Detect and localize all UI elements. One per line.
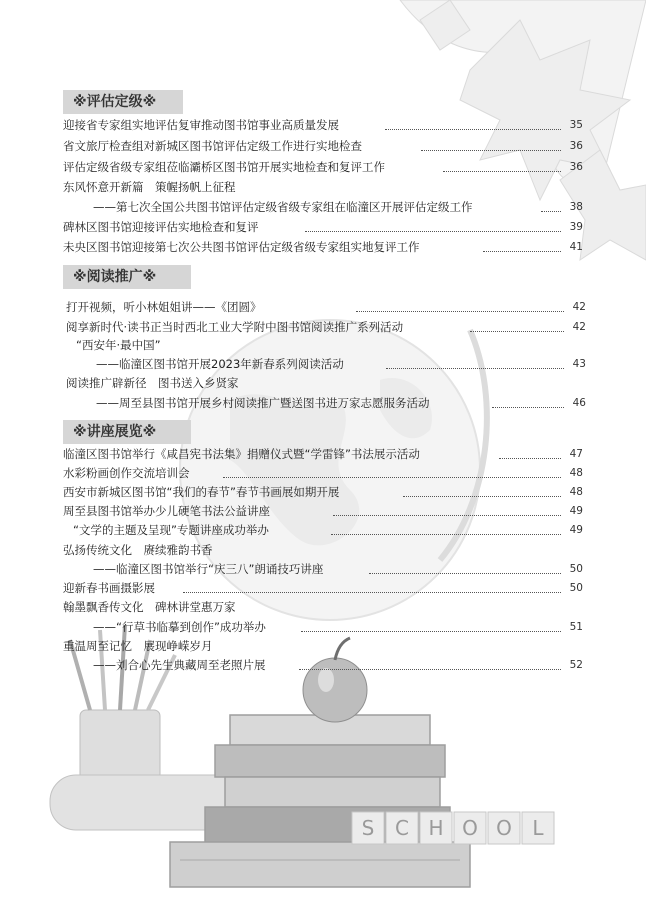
toc-entry-page: 48	[569, 486, 583, 498]
section-heading-reading-promotion: ※阅读推广※	[63, 265, 191, 289]
toc-entry-page: 51	[569, 621, 583, 633]
toc-entry-title: 弘扬传统文化 赓续雅韵书香	[63, 543, 213, 557]
toc-entry[interactable]	[63, 198, 583, 216]
leader-dots	[470, 318, 564, 332]
leader-dots	[333, 502, 561, 516]
toc-entry-title: 迎接省专家组实地评估复审推动图书馆事业高质量发展	[63, 118, 339, 132]
toc-entry[interactable]	[66, 298, 586, 316]
toc-entry-title: 周至县图书馆举办少儿硬笔书法公益讲座	[63, 504, 270, 518]
toc-entry[interactable]	[63, 238, 583, 256]
leader-dots	[223, 464, 561, 478]
toc-entry-title: 未央区图书馆迎接第七次公共图书馆评估定级省级专家组实地复评工作	[63, 240, 420, 254]
toc-entry[interactable]	[63, 560, 583, 578]
toc-entry-page: 48	[569, 467, 583, 479]
toc-entry-title: ——“行草书临摹到创作”成功举办	[93, 620, 266, 634]
toc-entry[interactable]	[63, 618, 583, 636]
toc-entry-page: 50	[569, 582, 583, 594]
toc-entry[interactable]	[66, 336, 586, 354]
section-heading-evaluation: ※评估定级※	[63, 90, 183, 114]
toc-entry-page: 50	[569, 563, 583, 575]
toc-entry-title: “文学的主题及呈现”专题讲座成功举办	[73, 523, 269, 537]
toc-entry-title: 阅享新时代·读书正当时西北工业大学附中图书馆阅读推广系列活动	[66, 320, 404, 334]
toc-entry[interactable]	[63, 116, 583, 134]
leader-dots	[386, 355, 564, 369]
toc-entry[interactable]	[63, 502, 583, 520]
toc-entry-page: 47	[569, 448, 583, 460]
toc-entry[interactable]	[63, 483, 583, 501]
toc-entry[interactable]	[63, 178, 583, 196]
block-letter: C	[395, 816, 409, 840]
toc-entry-title: 评估定级省级专家组莅临灞桥区图书馆开展实地检查和复评工作	[63, 160, 385, 174]
leader-dots	[492, 394, 564, 408]
toc-entry-title: 重温周至记忆 展现峥嵘岁月	[63, 639, 213, 653]
toc-entry[interactable]	[66, 318, 586, 336]
leader-dots	[301, 618, 561, 632]
leader-dots	[483, 238, 561, 252]
leader-dots	[443, 158, 561, 172]
leader-dots	[385, 116, 561, 130]
toc-entry-page: 38	[569, 201, 583, 213]
toc-entry-page: 43	[572, 358, 586, 370]
toc-entry-title: ——临潼区图书馆开展2023年新春系列阅读活动	[96, 357, 344, 371]
leader-dots	[356, 298, 564, 312]
leader-dots	[183, 579, 561, 593]
toc-entry-title: 临潼区图书馆举行《咸昌宪书法集》捐赠仪式暨“学雷锋”书法展示活动	[63, 447, 420, 461]
leader-dots	[369, 560, 561, 574]
toc-entry[interactable]	[63, 541, 583, 559]
toc-entry[interactable]	[66, 374, 586, 392]
block-letter: S	[361, 816, 375, 840]
toc-entry[interactable]	[63, 637, 583, 655]
leader-dots	[541, 198, 561, 212]
toc-entry-title: 水彩粉画创作交流培训会	[63, 466, 190, 480]
toc-entry[interactable]	[66, 394, 586, 412]
block-letter: O	[496, 816, 512, 840]
toc-entry-page: 49	[569, 505, 583, 517]
toc-entry[interactable]	[63, 445, 583, 463]
toc-entry-page: 36	[569, 161, 583, 173]
leader-dots	[299, 656, 561, 670]
toc-entry[interactable]	[63, 656, 583, 674]
toc-entry-title: 省文旅厅检查组对新城区图书馆评估定级工作进行实地检查	[63, 139, 362, 153]
toc-entry[interactable]	[63, 464, 583, 482]
leader-dots	[331, 521, 561, 535]
section-heading-lectures-exhibitions: ※讲座展览※	[63, 420, 191, 444]
leader-dots	[403, 483, 561, 497]
toc-entry-title: 阅读推广辟新径 图书送入乡贤家	[66, 376, 239, 390]
leader-dots	[499, 445, 561, 459]
toc-entry-title: 碑林区图书馆迎接评估实地检查和复评	[63, 220, 259, 234]
toc-entry-title: 西安市新城区图书馆“我们的春节”春节书画展如期开展	[63, 485, 340, 499]
toc-entry-page: 46	[572, 397, 586, 409]
toc-entry-page: 42	[572, 321, 586, 333]
toc-entry-page: 36	[569, 140, 583, 152]
toc-entry-page: 49	[569, 524, 583, 536]
toc-entry-title: ——临潼区图书馆举行“庆三八”朗诵技巧讲座	[93, 562, 324, 576]
toc-entry[interactable]	[63, 579, 583, 597]
leader-dots	[421, 137, 561, 151]
toc-entry-title: 打开视频，听小林姐姐讲——《团圆》	[66, 300, 262, 314]
toc-entry-page: 39	[569, 221, 583, 233]
toc-entry-title: ——刘合心先生典藏周至老照片展	[93, 658, 266, 672]
toc-entry-page: 52	[569, 659, 583, 671]
toc-entry[interactable]	[63, 521, 583, 539]
toc-entry-page: 35	[569, 119, 583, 131]
toc-entry[interactable]	[63, 158, 583, 176]
toc-entry-title: ——第七次全国公共图书馆评估定级省级专家组在临潼区开展评估定级工作	[93, 200, 473, 214]
block-letter: O	[462, 816, 478, 840]
toc-entry-title: 翰墨飘香传文化 碑林讲堂惠万家	[63, 600, 236, 614]
toc-entry-page: 41	[569, 241, 583, 253]
toc-entry-title: ——周至县图书馆开展乡村阅读推广暨送图书进万家志愿服务活动	[96, 396, 430, 410]
toc-entry-title: 东风怀意开新篇 策幄扬帆上征程	[63, 180, 236, 194]
toc-entry-title: “西安年·最中国”	[76, 338, 161, 352]
toc-entry[interactable]	[63, 137, 583, 155]
block-letter: H	[428, 816, 444, 840]
toc-entry[interactable]	[63, 218, 583, 236]
toc-entry-title: 迎新春书画摄影展	[63, 581, 155, 595]
toc-entry-page: 42	[572, 301, 586, 313]
toc-entry[interactable]	[66, 355, 586, 373]
leader-dots	[305, 218, 561, 232]
toc-entry[interactable]	[63, 598, 583, 616]
block-letter: L	[532, 816, 544, 840]
